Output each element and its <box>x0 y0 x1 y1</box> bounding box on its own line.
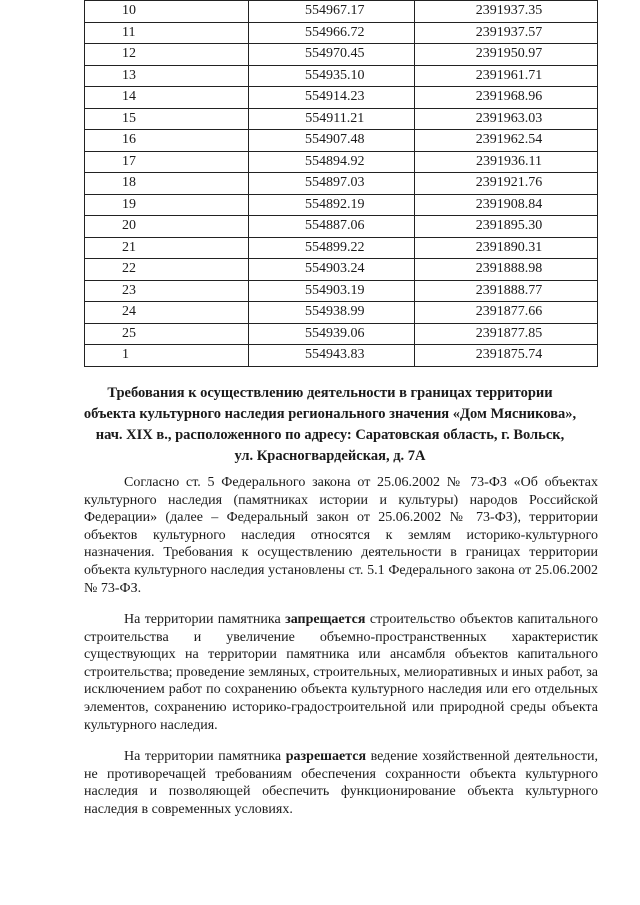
table-row <box>85 65 598 87</box>
table-row <box>85 194 598 216</box>
coordinates-table-body <box>85 1 598 367</box>
y-coordinate-cell: 2391875.74 <box>415 345 598 367</box>
x-coordinate-cell: 554887.06 <box>249 216 415 238</box>
y-coordinate-cell: 2391895.30 <box>415 216 598 238</box>
table-row <box>85 44 598 66</box>
point-number-cell: 13 <box>85 65 249 87</box>
y-coordinate-cell: 2391950.97 <box>415 44 598 66</box>
table-row <box>85 173 598 195</box>
x-coordinate-cell: 554903.19 <box>249 280 415 302</box>
table-row <box>85 108 598 130</box>
paragraph-legal-basis: Согласно ст. 5 Федерального закона от 25.06.2002 № 73-ФЗ «Об объектах культурного наследия (памятниках истории и культуры) народов Российской Федерации» (далее – Федеральный закон от 25.06.2002 № 73-ФЗ), территории объектов культурного наследия относятся к землям историко-культурного назначения. Требования к осуществлению деятельности в границах территории объекта культурного наследия установлены ст. 5.1 Федерального закона от 25.06.2002 № 73-ФЗ. <box>84 475 598 596</box>
table-row <box>85 87 598 109</box>
table-row <box>85 280 598 302</box>
table-row <box>85 302 598 324</box>
x-coordinate-cell: 554943.83 <box>249 345 415 367</box>
table-row <box>85 237 598 259</box>
y-coordinate-cell: 2391963.03 <box>415 108 598 130</box>
x-coordinate-cell: 554914.23 <box>249 87 415 109</box>
paragraph-permitted-body: ведение хозяйственной деятельности, не противоречащей требованиям обеспечения сохранности объекта культурного наследия и позволяющей обеспечить функционирование объекта культурного наследия в современных условиях. <box>84 749 599 817</box>
table-row <box>85 22 598 44</box>
y-coordinate-cell: 2391936.11 <box>415 151 598 173</box>
table-row <box>85 323 598 345</box>
heading-line-4: ул. Красногвардейская, д. 7А <box>234 448 426 464</box>
point-number-cell: 25 <box>85 323 249 345</box>
x-coordinate-cell: 554938.99 <box>249 302 415 324</box>
y-coordinate-cell: 2391877.66 <box>415 302 598 324</box>
point-number-cell: 11 <box>85 22 249 44</box>
point-number-cell: 12 <box>85 44 249 66</box>
x-coordinate-cell: 554899.22 <box>249 237 415 259</box>
paragraph-permitted-lead: На территории памятника <box>124 749 286 764</box>
point-number-cell: 23 <box>85 280 249 302</box>
point-number-cell: 15 <box>85 108 249 130</box>
y-coordinate-cell: 2391888.77 <box>415 280 598 302</box>
point-number-cell: 17 <box>85 151 249 173</box>
point-number-cell: 1 <box>85 345 249 367</box>
x-coordinate-cell: 554897.03 <box>249 173 415 195</box>
paragraph-prohibited <box>84 611 598 734</box>
x-coordinate-cell: 554892.19 <box>249 194 415 216</box>
coordinates-table <box>84 0 598 367</box>
prohibited-keyword: запрещается <box>285 612 366 627</box>
paragraph-prohibited-lead: На территории памятника <box>124 612 286 627</box>
point-number-cell: 21 <box>85 237 249 259</box>
point-number-cell: 16 <box>85 130 249 152</box>
y-coordinate-cell: 2391921.76 <box>415 173 598 195</box>
point-number-cell: 14 <box>85 87 249 109</box>
point-number-cell: 10 <box>85 1 249 23</box>
permitted-keyword: разрешается <box>285 749 367 764</box>
x-coordinate-cell: 554966.72 <box>249 22 415 44</box>
table-row <box>85 151 598 173</box>
y-coordinate-cell: 2391937.57 <box>415 22 598 44</box>
table-row <box>85 216 598 238</box>
heading-line-2: объекта культурного наследия регионального значения «Дом Мясникова», <box>83 406 577 422</box>
point-number-cell: 19 <box>85 194 249 216</box>
x-coordinate-cell: 554935.10 <box>249 65 415 87</box>
x-coordinate-cell: 554939.06 <box>249 323 415 345</box>
point-number-cell: 22 <box>85 259 249 281</box>
x-coordinate-cell: 554911.21 <box>249 108 415 130</box>
point-number-cell: 24 <box>85 302 249 324</box>
y-coordinate-cell: 2391888.98 <box>415 259 598 281</box>
y-coordinate-cell: 2391961.71 <box>415 65 598 87</box>
table-row <box>85 345 598 367</box>
y-coordinate-cell: 2391908.84 <box>415 194 598 216</box>
y-coordinate-cell: 2391962.54 <box>415 130 598 152</box>
x-coordinate-cell: 554970.45 <box>249 44 415 66</box>
x-coordinate-cell: 554907.48 <box>249 130 415 152</box>
paragraph-permitted <box>84 748 598 818</box>
y-coordinate-cell: 2391968.96 <box>415 87 598 109</box>
x-coordinate-cell: 554894.92 <box>249 151 415 173</box>
table-row <box>85 130 598 152</box>
heading-line-3: нач. XIX в., расположенного по адресу: Саратовская область, г. Вольск, <box>95 427 565 443</box>
paragraph-prohibited-body: строительство объектов капитального строительства и увеличение объемно-пространственных характеристик существующих на территории памятника или ансамбля объектов капитального строительства; проведение земляных, строительных, мелиоративных и иных работ, за исключением работ по сохранению объекта культурного наследия или его отдельных элементов, сохранению историко-градостроительной или природной среды объекта культурного наследия. <box>84 612 599 733</box>
table-row <box>85 1 598 23</box>
x-coordinate-cell: 554903.24 <box>249 259 415 281</box>
table-row <box>85 259 598 281</box>
point-number-cell: 20 <box>85 216 249 238</box>
heading-line-1: Требования к осуществлению деятельности в границах территории <box>107 385 553 401</box>
x-coordinate-cell: 554967.17 <box>249 1 415 23</box>
y-coordinate-cell: 2391890.31 <box>415 237 598 259</box>
y-coordinate-cell: 2391937.35 <box>415 1 598 23</box>
section-heading <box>60 383 600 467</box>
point-number-cell: 18 <box>85 173 249 195</box>
y-coordinate-cell: 2391877.85 <box>415 323 598 345</box>
